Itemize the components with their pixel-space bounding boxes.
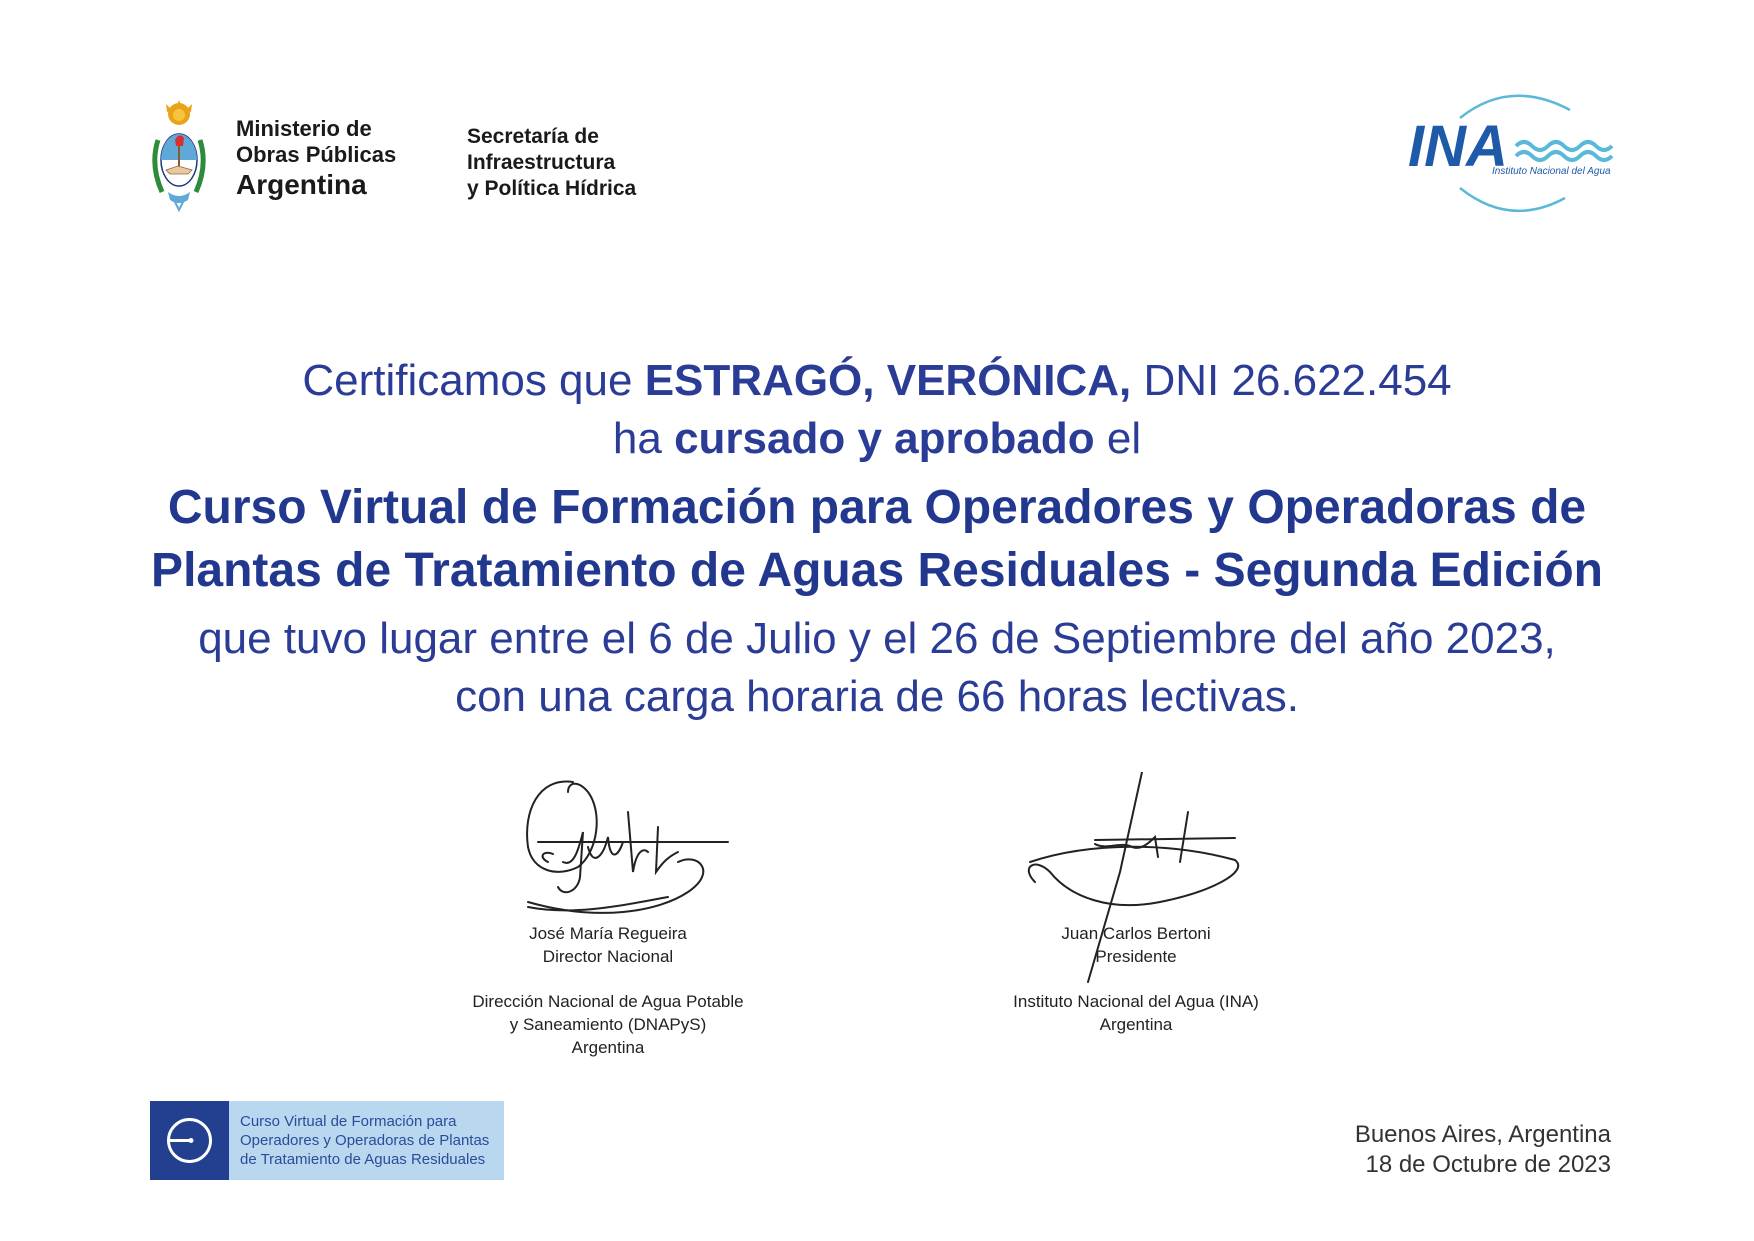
el-text: el bbox=[1106, 414, 1142, 463]
signatory-2-name: Juan Carlos Bertoni bbox=[1061, 924, 1211, 943]
ministry-name bbox=[236, 116, 396, 202]
course-title-line2: Plantas de Tratamiento de Aguas Residuales - Segunda Edición bbox=[151, 544, 1603, 597]
completion-line bbox=[0, 414, 1754, 464]
ministry-line3: Argentina bbox=[236, 169, 367, 200]
badge-icon-box bbox=[150, 1101, 229, 1180]
signatory-1-role: Director Nacional bbox=[542, 947, 674, 966]
secretaria-line2: Infraestructura bbox=[467, 151, 616, 174]
secretaria-line3: y Política Hídrica bbox=[467, 177, 637, 200]
argentina-coat-of-arms-icon bbox=[148, 100, 210, 212]
cursado-text: cursado y aprobado bbox=[674, 414, 1095, 463]
signature-1 bbox=[518, 772, 738, 927]
ina-acronym: INA bbox=[1408, 114, 1508, 179]
certification-line bbox=[0, 356, 1754, 406]
signatory-2-org-line: Argentina bbox=[1099, 1015, 1173, 1034]
course-badge bbox=[150, 1101, 504, 1180]
course-title-line1: Curso Virtual de Formación para Operadores y Operadoras de bbox=[167, 481, 1587, 534]
issue-date: 18 de Octubre de 2023 bbox=[1365, 1151, 1611, 1178]
hours-line: con una carga horaria de 66 horas lectivas. bbox=[455, 672, 1299, 721]
dates-line: que tuvo lugar entre el 6 de Julio y el 26 de Septiembre del año 2023, bbox=[198, 614, 1556, 663]
signatory-1-org-line: Argentina bbox=[571, 1038, 645, 1057]
signatory-2-org bbox=[936, 990, 1336, 1036]
place-date bbox=[1355, 1120, 1611, 1180]
badge-line3: de Tratamiento de Aguas Residuales bbox=[240, 1151, 486, 1168]
ministry-line1: Ministerio de bbox=[236, 116, 372, 141]
signatory-2-org-line: Instituto Nacional del Agua (INA) bbox=[1013, 992, 1259, 1011]
signatory-1-org-line: Dirección Nacional de Agua Potable bbox=[472, 992, 744, 1011]
ministry-line2: Obras Públicas bbox=[236, 142, 397, 167]
ina-logo bbox=[1400, 88, 1624, 218]
cert-prefix: Certificamos que bbox=[302, 356, 633, 405]
secretaria-line1: Secretaría de bbox=[467, 125, 599, 148]
place: Buenos Aires, Argentina bbox=[1354, 1121, 1611, 1148]
ha-text: ha bbox=[612, 414, 662, 463]
badge-text bbox=[240, 1112, 489, 1169]
signature-block-1 bbox=[408, 922, 808, 1059]
signature-block-2 bbox=[936, 922, 1336, 1036]
signatory-1-name: José María Regueira bbox=[529, 924, 687, 943]
signatory-1-org bbox=[408, 990, 808, 1059]
ina-subtitle: Instituto Nacional del Agua bbox=[1492, 166, 1611, 177]
person-name: ESTRAGÓ, VERÓNICA, bbox=[644, 356, 1132, 405]
badge-line2: Operadores y Operadoras de Plantas bbox=[240, 1132, 490, 1149]
dni: DNI 26.622.454 bbox=[1143, 356, 1452, 405]
badge-line1: Curso Virtual de Formación para bbox=[240, 1113, 457, 1130]
course-circle-icon bbox=[150, 1101, 229, 1180]
secretaria-name bbox=[467, 124, 636, 202]
signatory-2-role: Presidente bbox=[1095, 947, 1177, 966]
signatory-1-org-line: y Saneamiento (DNAPyS) bbox=[509, 1015, 707, 1034]
